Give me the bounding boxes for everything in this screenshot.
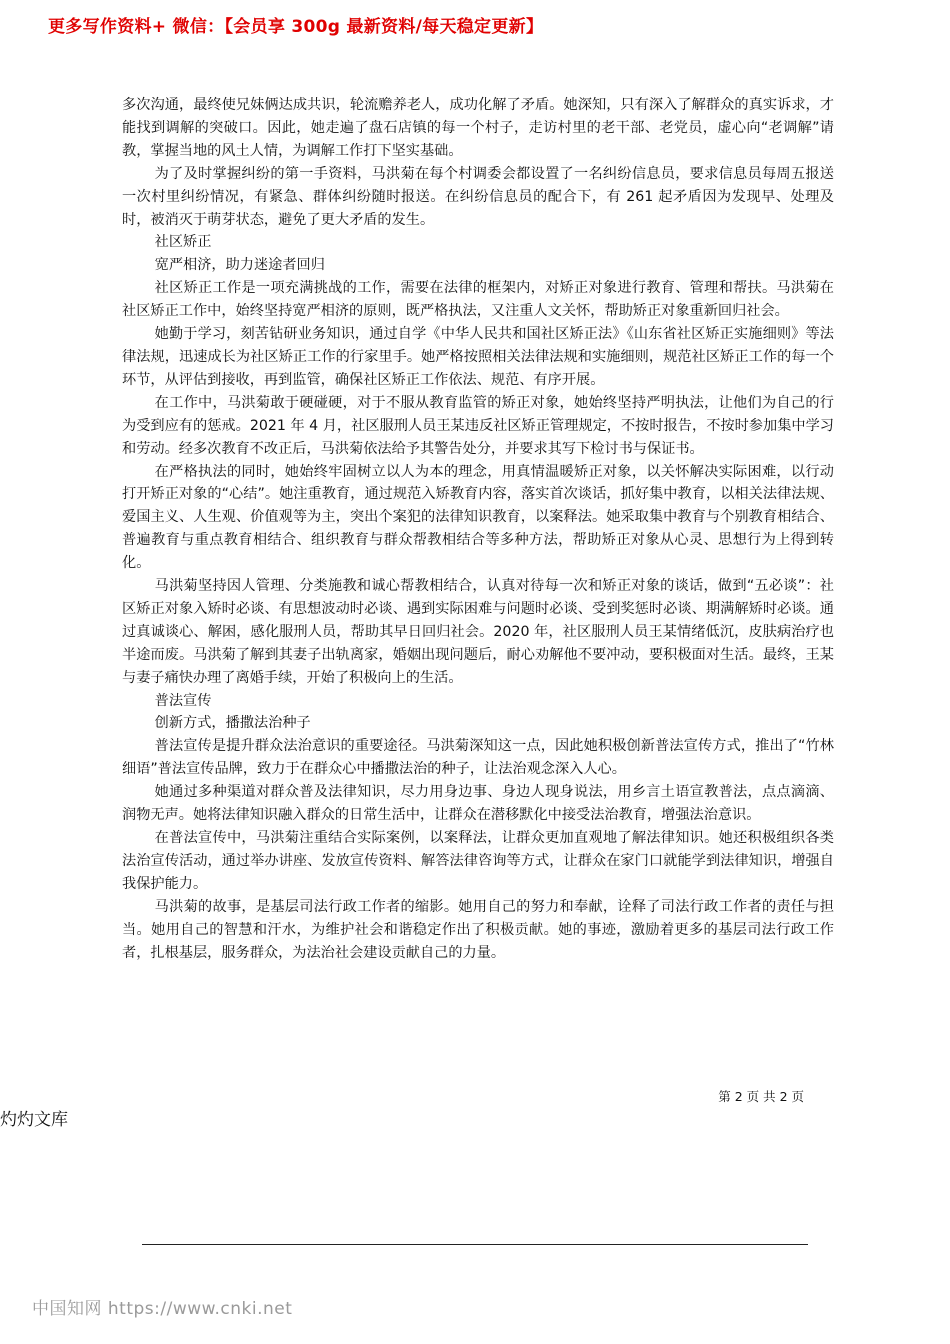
page-number: 第 2 页 共 2 页	[718, 1089, 804, 1104]
paragraph: 她通过多种渠道对群众普及法律知识，尽力用身边事、身边人现身说法，用乡言土语宣教普法，点点滴滴、润物无声。她将法律知识融入群众的日常生活中，让群众在潜移默化中接受法治教育，增强法治意识。	[122, 784, 834, 824]
paragraph: 她勤于学习，刻苦钻研业务知识，通过自学《中华人民共和国社区矫正法》《山东省社区矫正实施细则》等法律法规，迅速成长为社区矫正工作的行家里手。她严格按照相关法律法规和实施细则，规范社区矫正工作的每一个环节，从评估到接收，再到监管，确保社区矫正工作依法、规范、有序开展。	[122, 326, 834, 388]
paragraph: 在严格执法的同时，她始终牢固树立以人为本的理念，用真情温暖矫正对象，以关怀解决实际困难，以行动打开矫正对象的“心结”。她注重教育，通过规范入矫教育内容，落实首次谈话，抓好集中教育，以相关法律法规、爱国主义、人生观、价值观等为主，突出个案犯的法律知识教育，以案释法。她采取集中教育与个别教育相结合、普遍教育与重点教育相结合、组织教育与群众帮教相结合等多种方法，帮助矫正对象从心灵、思想行为上得到转化。	[122, 463, 834, 572]
section-subheading: 宽严相济，助力迷途者回归	[154, 257, 325, 274]
paragraph: 在工作中，马洪菊敢于硬碰硬，对于不服从教育监管的矫正对象，她始终坚持严明执法，让他们为自己的行为受到应有的惩戒。2021 年 4 月，社区服刑人员王某违反社区矫正管理规定，不按时报告，不按时参加集中学习和劳动。经多次教育不改正后，马洪菊依法给予其警告处分，并要求其写下检讨书与保证书。	[122, 394, 834, 457]
paragraph: 社区矫正工作是一项充满挑战的工作，需要在法律的框架内，对矫正对象进行教育、管理和帮扶。马洪菊在社区矫正工作中，始终坚持宽严相济的原则，既严格执法，又注重人文关怀，帮助矫正对象重新回归社会。	[122, 280, 834, 320]
paragraph: 普法宣传是提升群众法治意识的重要途径。马洪菊深知这一点，因此她积极创新普法宣传方式，推出了“竹林细语”普法宣传品牌，致力于在群众心中播撒法治的种子，让法治观念深入人心。	[122, 738, 834, 778]
paragraph: 马洪菊坚持因人管理、分类施教和诚心帮教相结合，认真对待每一次和矫正对象的谈话，做到“五必谈”：社区矫正对象入矫时必谈、有思想波动时必谈、遇到实际困难与问题时必谈、受到奖惩时必谈、期满解矫时必谈。通过真诚谈心、解困，感化服刑人员，帮助其早日回归社会。2020 年，社区服刑人员王某情绪低沉，皮肤病治疗也半途而废。马洪菊了解到其妻子出轨离家，婚姻出现问题后，耐心劝解他不要冲动，要积极面对生活。最终，王某与妻子痛快办理了离婚手续，开始了积极向上的生活。	[122, 578, 834, 686]
article-body	[122, 94, 834, 964]
paragraph: 在普法宣传中，马洪菊注重结合实际案例，以案释法，让群众更加直观地了解法律知识。她还积极组织各类法治宣传活动，通过举办讲座、发放宣传资料、解答法律咨询等方式，让群众在家门口就能学到法律知识，增强自我保护能力。	[122, 830, 834, 892]
footer-divider	[142, 1244, 808, 1245]
section-heading: 社区矫正	[154, 234, 212, 251]
library-label: 灼灼文库	[0, 1110, 68, 1130]
paragraph: 多次沟通，最终使兄妹俩达成共识，轮流赡养老人，成功化解了矛盾。她深知，只有深入了解群众的真实诉求，才能找到调解的突破口。因此，她走遍了盘石店镇的每一个村子，走访村里的老干部、老党员，虚心向“老调解”请教，掌握当地的风土人情，为调解工作打下坚实基础。	[122, 97, 834, 159]
paragraph: 马洪菊的故事，是基层司法行政工作者的缩影。她用自己的努力和奉献，诠释了司法行政工作者的责任与担当。她用自己的智慧和汗水，为维护社会和谐稳定作出了积极贡献。她的事迹，激励着更多的基层司法行政工作者，扎根基层，服务群众，为法治社会建设贡献自己的力量。	[122, 898, 834, 961]
paragraph: 为了及时掌握纠纷的第一手资料，马洪菊在每个村调委会都设置了一名纠纷信息员，要求信息员每周五报送一次村里纠纷情况，有紧急、群体纠纷随时报送。在纠纷信息员的配合下，有 261 起矛盾因为发现早、处理及时，被消灭于萌芽状态，避免了更大矛盾的发生。	[122, 165, 834, 228]
cnki-watermark: 中国知网 https://www.cnki.net	[32, 1299, 293, 1319]
section-heading: 普法宣传	[154, 692, 212, 709]
promo-banner: 更多写作资料+ 微信：【会员享 300g 最新资料/每天稳定更新】	[48, 17, 544, 37]
section-subheading: 创新方式，播撒法治种子	[154, 715, 311, 732]
